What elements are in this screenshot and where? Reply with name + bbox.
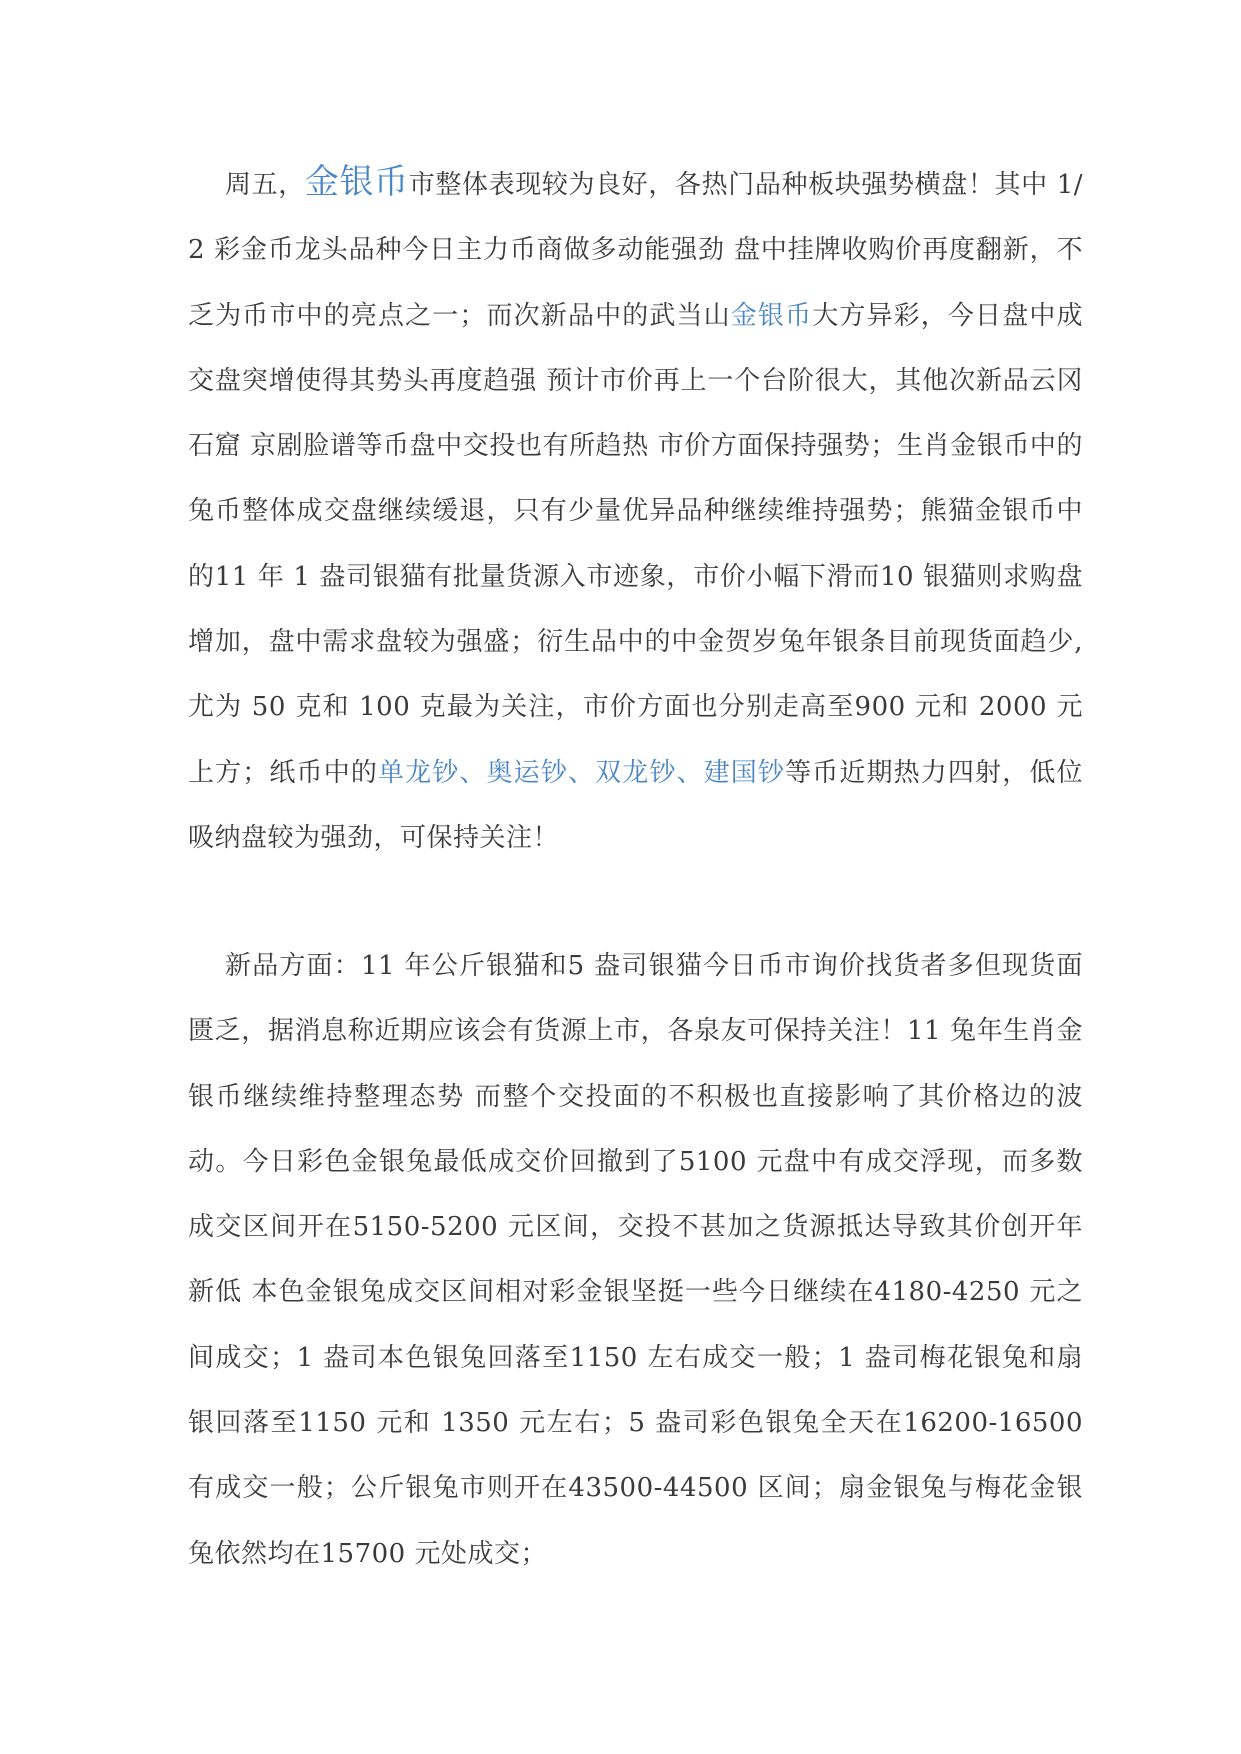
text-segment: 周五，: [225, 170, 305, 200]
link-jinyinbi-heading[interactable]: 金银币: [304, 162, 409, 202]
article-body: [188, 150, 1083, 1587]
text-segment: 新品方面：11 年公斤银猫和5 盎司银猫今日币市询价找货者多但现货面匮乏，据消息称近期应该会有货源上市，各泉友可保持关注！11 兔年生肖金银币继续维持整理态势 而整个交投面的不积极也直接影响了其价格边的波动。今日彩色金银兔最低成交价回撤到了5100 元盘中有成交浮现，而多数成交区间开在5150-5200 元区间，交投不甚加之货源抵达导致其价创开年新低 本色金银兔成交区间相对彩金银坚挺一些今日继续在4180-4250 元之间成交；1 盎司本色银兔回落至1150 左右成交一般；1 盎司梅花银兔和扇银回落至1150 元和 1350 元左右；5 盎司彩色银兔全天在16200-16500 有成交一般；公斤银兔市则开在43500-44500 区间；扇金银兔与梅花金银兔依然均在15700 元处成交；: [188, 951, 1083, 1569]
paragraph-market-overview: [188, 150, 1083, 934]
link-banknotes[interactable]: 单龙钞、奥运钞、双龙钞、建国钞: [377, 757, 786, 788]
text-segment: 等币近期热力四射，低位吸纳盘较为强劲，可保持关注！: [188, 757, 1083, 853]
paragraph-new-products: [188, 934, 1083, 1587]
link-jinyinbi[interactable]: 金银币: [730, 300, 813, 331]
text-segment: 市整体表现较为良好，各热门品种板块强势横盘！其中 1/2 彩金币龙头品种今日主力币商做多动能强劲 盘中挂牌收购价再度翻新，不乏为币市中的亮点之一；而次新品中的武当山: [188, 170, 1083, 331]
text-segment: 大方异彩，今日盘中成交盘突增使得其势头再度趋强 预计市价再上一个台阶很大，其他次新品云冈石窟 京剧脸谱等币盘中交投也有所趋热 市价方面保持强势；生肖金银币中的兔币整体成交盘继续缓退，只有少量优异品种继续维持强势；熊猫金银币中的11 年 1 盎司银猫有批量货源入市迹象，市价小幅下滑而10 银猫则求购盘增加，盘中需求盘较为强盛；衍生品中的中金贺岁兔年银条目前现货面趋少,尤为 50 克和 100 克最为关注，市价方面也分别走高至900 元和 2000 元上方；纸币中的: [188, 300, 1084, 788]
